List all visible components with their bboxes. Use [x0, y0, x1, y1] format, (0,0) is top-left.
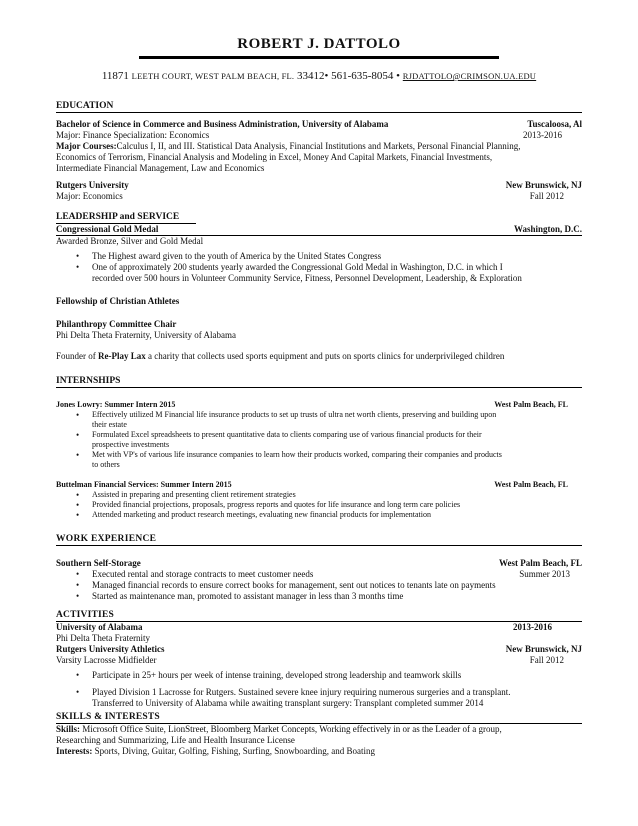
founder-org: Re-Play Lax: [98, 351, 146, 361]
section-skills: SKILLS & INTERESTS: [56, 711, 582, 724]
jones-location: West Palm Beach, FL: [494, 400, 568, 409]
buttelman-bullet-3: • Attended marketing and product research meetings, evaluating new financial products for implementation: [56, 510, 582, 520]
work-bullet-2: • Managed financial records to ensure correct books for management, sent out notices to tenants late on payments: [56, 580, 582, 591]
leadership-medal-title: Congressional Gold Medal: [56, 224, 159, 234]
edu-alabama-dates: 2013-2016: [523, 130, 562, 140]
contact-street: LEETH COURT: [131, 71, 191, 81]
jones-bullet-2: • Formulated Excel spreadsheets to present quantitative data to clients comparing use of various financial products for their: [56, 430, 582, 440]
contact-city: WEST PALM BEACH, FL.: [195, 71, 295, 81]
edu-rutgers-row: [56, 180, 582, 191]
act-alabama-sub: Phi Delta Theta Fraternity: [56, 633, 151, 643]
edu-rutgers-school: Rutgers University: [56, 180, 129, 190]
work-bullet-1: • Executed rental and storage contracts to meet customer needs: [56, 569, 582, 580]
jones-bullet-1: • Effectively utilized M Financial life insurance products to set up trusts of ultra net worth clients, preserving and building upon: [56, 410, 582, 420]
work-bullets-wrap: [56, 569, 582, 602]
contact-zip-phone: 33412• 561-635-8054 •: [297, 70, 401, 82]
section-education: EDUCATION: [56, 100, 582, 113]
edu-courses-line2: Economics of Terrorism, Financial Analysis and Modeling in Excel, Money And Capital Markets, Financial Investments,: [56, 152, 493, 162]
skills-line: [56, 724, 582, 735]
edu-alabama-row: [56, 119, 582, 130]
section-leadership: LEADERSHIP and SERVICE: [56, 212, 196, 224]
work-location: West Palm Beach, FL: [499, 558, 582, 568]
act-rutgers-sub-row: [56, 655, 582, 666]
work-bullets: [56, 569, 582, 602]
buttelman-bullet-2: • Provided financial projections, proposals, progress reports and quotes for life insurance and long term care policies: [56, 500, 582, 510]
philanthropy-title: Philanthropy Committee Chair: [56, 319, 177, 329]
leadership-bullet-1: • The Highest award given to the youth of America by the United States Congress: [56, 251, 582, 262]
jones-bullet-3: • Met with VP's of various life insurance companies to learn how their products worked, comparing their companies and products: [56, 450, 582, 460]
edu-alabama-degree: Bachelor of Science in Commerce and Business Administration, University of Alabama: [56, 119, 389, 129]
email-link[interactable]: RJDATTOLO@CRIMSON.UA.EDU: [402, 71, 537, 81]
act-alabama: University of Alabama: [56, 622, 143, 632]
leadership-bullet-2: • One of approximately 200 students yearly awarded the Congressional Gold Medal in Washington, D.C. in which I: [56, 262, 582, 273]
contact-number: 11871: [101, 70, 129, 82]
section-activities: ACTIVITIES: [56, 609, 582, 622]
buttelman-row: [56, 480, 582, 490]
edu-alabama-major: Major: Finance Specialization: Economics: [56, 130, 210, 140]
edu-courses-label: Major Courses:: [56, 141, 117, 151]
edu-rutgers-major: Major: Economics: [56, 191, 123, 201]
philanthropy-sub: Phi Delta Theta Fraternity, University of Alabama: [56, 330, 236, 340]
edu-rutgers-major-row: [56, 191, 582, 202]
jones-row: [56, 400, 582, 410]
jones-bullet-2-cont: prospective investments: [92, 440, 170, 449]
jones-bullet-1-cont: their estate: [92, 420, 127, 429]
act-bullet-2-cont: Transferred to University of Alabama while awaiting transplant surgery: Transplant completed summer 2014: [92, 698, 484, 708]
interests-label: Interests:: [56, 746, 93, 756]
jones-bullet-3-cont: to others: [92, 460, 120, 469]
act-rutgers-dates: Fall 2012: [529, 655, 564, 665]
act-bullets: [56, 670, 582, 709]
buttelman-bullets: [56, 490, 582, 520]
act-alabama-row: [56, 622, 582, 633]
leadership-bullet-2-cont: recorded over 500 hours in Volunteer Community Service, Fitness, Personnel Development, Leadership, & Exploration: [92, 273, 522, 283]
skills-line2: Researching and Summarizing, Life and Health Insurance License: [56, 735, 295, 745]
work-dates: Summer 2013: [519, 569, 570, 579]
buttelman-bullet-1: • Assisted in preparing and presenting client retirement strategies: [56, 490, 582, 500]
founder-line: Founder of Re-Play Lax a charity that collects used sports equipment and puts on sports clinics for underprivileged children: [56, 351, 505, 361]
section-internships: INTERNSHIPS: [56, 375, 582, 388]
buttelman-location: West Palm Beach, FL: [494, 480, 568, 489]
edu-courses-line1: Calculus I, II, and III. Statistical Data Analysis, Financial Institutions and Markets, Personal Financial Planning,: [116, 141, 521, 151]
act-bullet-1: • Participate in 25+ hours per week of intense training, developed strong leadership and teamwork skills: [56, 670, 582, 681]
name-divider: [139, 56, 499, 59]
leadership-bullets: [56, 251, 582, 284]
skills-label: Skills:: [56, 724, 81, 734]
contact-line: 11871 LEETH COURT, WEST PALM BEACH, FL. 33412• 561-635-8054 • RJDATTOLO@CRIMSON.UA.EDU: [101, 70, 537, 82]
candidate-name: ROBERT J. DATTOLO: [237, 36, 401, 52]
leadership-medal-sub: Awarded Bronze, Silver and Gold Medal: [56, 236, 204, 246]
skills-text: Microsoft Office Suite, LionStreet, Bloomberg Market Concepts, Working effectively in or as the Leader of a group,: [80, 724, 502, 734]
leadership-medal-row: [56, 224, 582, 236]
edu-courses-line3: Intermediate Financial Management, Law and Economics: [56, 163, 265, 173]
edu-rutgers-location: New Brunswick, NJ: [505, 180, 582, 190]
act-alabama-dates: 2013-2016: [513, 622, 552, 632]
jones-title: Jones Lowry: Summer Intern 2015: [56, 400, 176, 409]
act-rutgers-row: [56, 644, 582, 655]
interests-line: [56, 746, 582, 757]
interests-text: Sports, Diving, Guitar, Golfing, Fishing, Surfing, Snowboarding, and Boating: [92, 746, 375, 756]
act-rutgers-location: New Brunswick, NJ: [505, 644, 582, 654]
edu-alabama-major-row: [56, 130, 582, 141]
work-bullet-3: • Started as maintenance man, promoted to assistant manager in less than 3 months time: [56, 591, 582, 602]
leadership-medal-location: Washington, D.C.: [513, 224, 582, 234]
edu-alabama-location: Tuscaloosa, Al: [527, 119, 582, 129]
act-rutgers-sub: Varsity Lacrosse Midfielder: [56, 655, 157, 665]
jones-bullets: [56, 410, 582, 470]
act-bullet-2: • Played Division 1 Lacrosse for Rutgers. Sustained severe knee injury requiring numerous surgeries and a transplant.: [56, 687, 582, 698]
work-employer: Southern Self-Storage: [56, 558, 141, 568]
section-work: WORK EXPERIENCE: [56, 533, 582, 546]
buttelman-title: Buttelman Financial Services: Summer Intern 2015: [56, 480, 232, 489]
edu-courses: [56, 141, 582, 152]
fellowship: Fellowship of Christian Athletes: [56, 296, 180, 306]
edu-rutgers-dates: Fall 2012: [529, 191, 564, 201]
act-rutgers: Rutgers University Athletics: [56, 644, 165, 654]
work-employer-row: [56, 558, 582, 569]
